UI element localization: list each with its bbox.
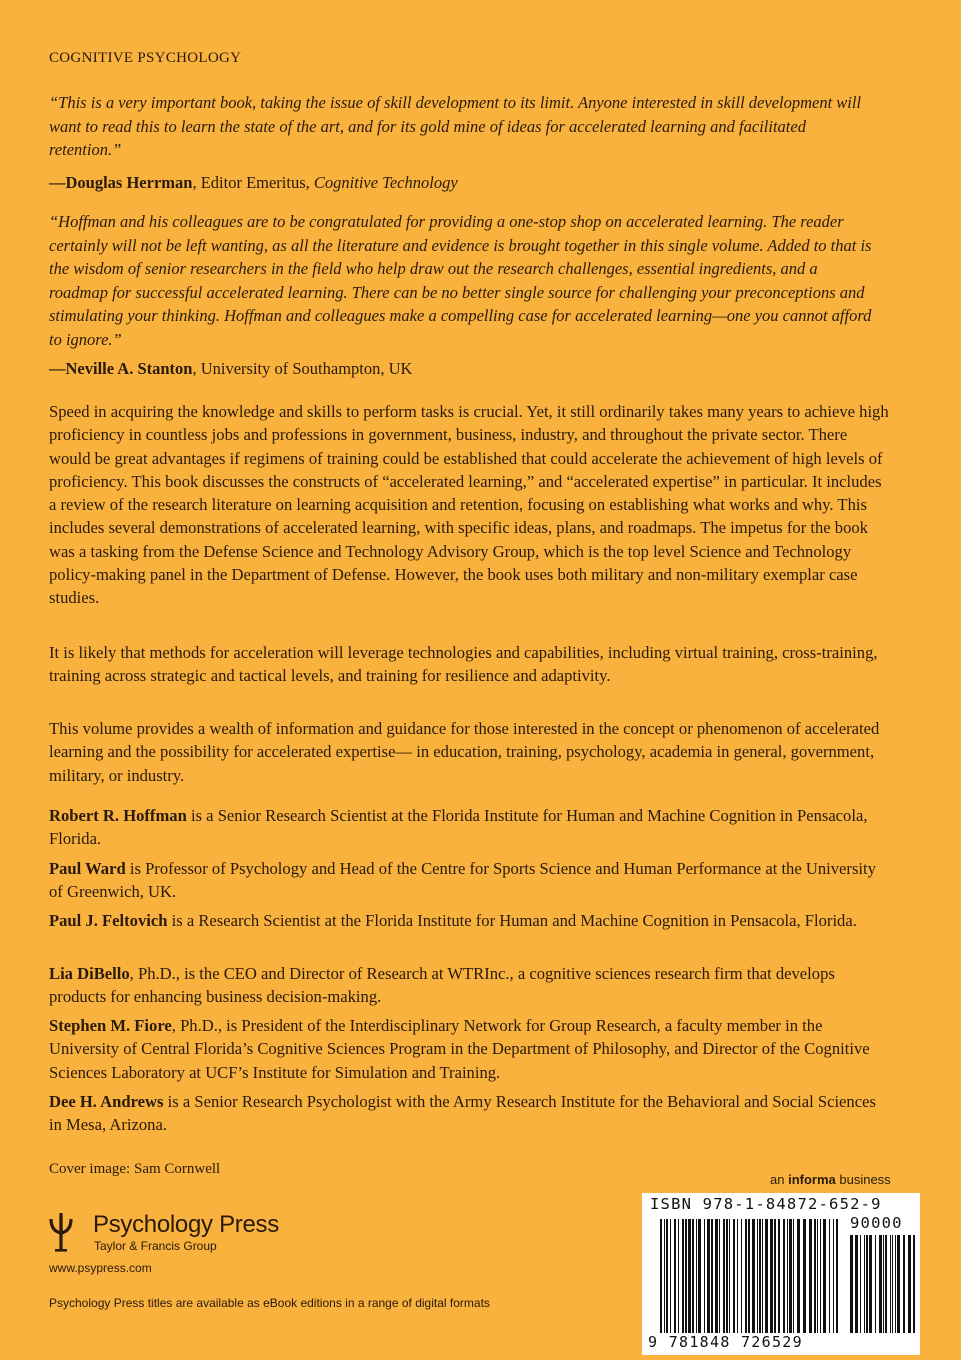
quote-1-dash: —	[49, 173, 66, 192]
author-name-5: Stephen M. Fiore	[49, 1016, 172, 1035]
barcode-bar	[897, 1235, 900, 1333]
quote-2-role: , University of Southampton, UK	[192, 359, 413, 378]
barcode-bar	[757, 1219, 758, 1333]
barcode-bar	[765, 1219, 768, 1333]
quote-1-publication: Cognitive Technology	[313, 173, 458, 192]
ean-digits: 9 781848 726529	[648, 1333, 803, 1351]
publisher-group: Taylor & Francis Group	[94, 1239, 217, 1253]
barcode-bar	[759, 1219, 761, 1333]
barcode-bar	[814, 1219, 816, 1333]
description-paragraph-1: Speed in acquiring the knowledge and skills to perform tasks is crucial. Yet, it still ordinarily takes many years to achieve high proficiency in countless jobs and professions in government, business, industry, and throughout the private sector. There would be great advantages if regimens of training could be established that could accelerate the achievement of high levels of proficiency. This book discusses the constructs of “accelerated learning,” and “accelerated expertise” in particular. It includes a review of the research literature on learning acquisition and retention, focusing on establishing what works and why. This includes several demonstrations of accelerated learning, with specific ideas, plans, and roadmaps. The impetus for the book was a tasking from the Defense Science and Technology Advisory Group, which is the top level Science and Technology policy-making panel in the Department of Defense. However, the book uses both military and non-military exemplar case studies.	[49, 402, 889, 608]
informa-tagline	[770, 1172, 891, 1187]
author-bio-6	[49, 1090, 889, 1137]
author-name-6: Dee H. Andrews	[49, 1092, 164, 1111]
barcode-bar	[797, 1219, 800, 1333]
barcode-bar	[737, 1219, 738, 1333]
barcode-bar	[688, 1219, 691, 1333]
barcode-bar	[674, 1219, 676, 1333]
quote-2-dash: —	[49, 359, 66, 378]
barcode-bar	[823, 1219, 826, 1333]
barcode-bar	[666, 1219, 668, 1333]
barcode-bar	[698, 1219, 701, 1333]
barcode-bar	[733, 1219, 735, 1333]
author-name-2: Paul Ward	[49, 859, 126, 878]
barcode-bar	[875, 1235, 876, 1333]
barcode-bar	[723, 1219, 725, 1333]
barcode-bar	[883, 1235, 884, 1333]
barcode-bar	[836, 1219, 838, 1333]
barcode-bars	[642, 1193, 920, 1355]
barcode-bar	[855, 1235, 858, 1333]
author-text-6: is a Senior Research Psychologist with the Army Research Institute for the Behavioral and Social Sciences in Mesa, Arizona.	[49, 1092, 876, 1135]
barcode-bar	[783, 1219, 785, 1333]
author-name-4: Lia DiBello	[49, 964, 130, 983]
barcode-bar	[892, 1235, 893, 1333]
quote-2-attribution	[49, 357, 412, 380]
author-name-3: Paul J. Feltovich	[49, 911, 168, 930]
barcode-bar	[890, 1235, 891, 1333]
informa-brand: informa	[788, 1172, 836, 1187]
author-text-5: , Ph.D., is President of the Interdisciplinary Network for Group Research, a faculty member in the University of Central Florida’s Cognitive Sciences Program in the Department of Philosophy, and Director of the Cognitive Sciences Laboratory at UCF’s Institute for Simulation and Training.	[49, 1016, 870, 1082]
author-bio-2	[49, 857, 889, 904]
author-name-1: Robert R. Hoffman	[49, 806, 187, 825]
author-bio-5	[49, 1014, 889, 1084]
barcode-bar	[866, 1235, 868, 1333]
barcode-bar	[678, 1219, 679, 1333]
author-text-2: is Professor of Psychology and Head of the Centre for Sports Science and Human Performance at the University of Greenwich, UK.	[49, 859, 876, 902]
barcode-bar	[803, 1219, 806, 1333]
quote-1-attribution	[49, 171, 458, 194]
barcode-bar	[879, 1235, 882, 1333]
author-text-1: is a Senior Research Scientist at the Florida Institute for Human and Machine Cognition in Pensacola, Florida.	[49, 806, 868, 849]
barcode-bar	[829, 1219, 830, 1333]
barcode-bar	[903, 1235, 905, 1333]
barcode-bar	[864, 1235, 865, 1333]
barcode-bar	[664, 1219, 665, 1333]
barcode-bar	[711, 1219, 713, 1333]
barcode-bar	[670, 1219, 671, 1333]
quote-1-role: , Editor Emeritus,	[192, 173, 314, 192]
barcode-bar	[774, 1219, 776, 1333]
publisher-name: Psychology Press	[93, 1211, 279, 1238]
isbn-label: ISBN 978-1-84872-652-9	[650, 1195, 882, 1213]
barcode-bar	[770, 1219, 773, 1333]
quote-1-text: “This is a very important book, taking the issue of skill development to its limit. Anyone interested in skill development will want to read this to learn the state of the art, and for its gold mine of ideas for accelerated learning and facilitated retention.”	[49, 93, 862, 159]
barcode-bar	[682, 1219, 684, 1333]
barcode-bar	[809, 1219, 812, 1333]
barcode-bar	[726, 1219, 728, 1333]
barcode-bar	[745, 1219, 747, 1333]
barcode-bar	[704, 1219, 705, 1333]
barcode-bar	[820, 1219, 821, 1333]
barcode-bar	[762, 1219, 763, 1333]
psi-logo-icon	[49, 1211, 89, 1255]
cover-image-credit: Cover image: Sam Cornwell	[49, 1161, 221, 1177]
quote-2-text: “Hoffman and his colleagues are to be congratulated for providing a one-stop shop on accelerated learning. The reader certainly will not be left wanting, as all the literature and evidence is brought together in this single volume. Added to that is the wisdom of senior researchers in the field who help draw out the research challenges, essential ingredients, and a roadmap for successful accelerated learning. There can be no better single source for challenging your preconceptions and stimulating your thinking. Hoffman and colleagues make a compelling case for accelerated learning—one you cannot afford to ignore.”	[49, 212, 872, 349]
barcode-bar	[833, 1219, 834, 1333]
barcode-bar	[778, 1219, 780, 1333]
barcode-bar	[741, 1219, 742, 1333]
description-paragraph-2: It is likely that methods for acceleration will leverage technologies and capabilities, including virtual training, cross-training, training across strategic and tactical levels, and training for resilience and adaptivity.	[49, 643, 878, 686]
informa-prefix: an	[770, 1172, 789, 1187]
author-bio-3	[49, 909, 889, 932]
barcode-bar	[692, 1219, 694, 1333]
barcode-bar	[719, 1219, 720, 1333]
author-bio-1	[49, 804, 889, 851]
barcode-bar	[752, 1219, 755, 1333]
publisher-website[interactable]: www.psypress.com	[49, 1261, 152, 1275]
barcode-bar	[715, 1219, 718, 1333]
barcode-bar	[885, 1235, 887, 1333]
author-text-3: is a Research Scientist at the Florida Institute for Human and Machine Cognition in Pensacola, Florida.	[167, 911, 857, 930]
barcode-bar	[748, 1219, 750, 1333]
barcode-bar	[850, 1235, 853, 1333]
informa-suffix: business	[835, 1172, 891, 1187]
isbn-barcode	[642, 1193, 920, 1355]
barcode-bar	[913, 1235, 915, 1333]
barcode-bar	[895, 1235, 896, 1333]
author-text-4: , Ph.D., is the CEO and Director of Research at WTRInc., a cognitive sciences research firm that develops products for enhancing business decision-making.	[49, 964, 835, 1007]
barcode-bar	[869, 1235, 872, 1333]
barcode-bar	[696, 1219, 697, 1333]
barcode-bar	[817, 1219, 818, 1333]
barcode-bar	[660, 1219, 662, 1333]
barcode-addon-number: 90000	[850, 1214, 903, 1232]
quote-2-name: Neville A. Stanton	[65, 359, 193, 378]
barcode-bar	[860, 1235, 861, 1333]
description-paragraph-3: This volume provides a wealth of information and guidance for those interested in the concept or phenomenon of accelerated learning and the possibility for accelerated expertise— in education, training, psychology, academia in general, government, military, or industry.	[49, 719, 880, 785]
barcode-bar	[787, 1219, 788, 1333]
category-label: COGNITIVE PSYCHOLOGY	[49, 50, 242, 66]
barcode-bar	[793, 1219, 794, 1333]
quote-1-name: Douglas Herrman	[65, 173, 193, 192]
barcode-bar	[789, 1219, 792, 1333]
barcode-bar	[908, 1235, 911, 1333]
ebook-note: Psychology Press titles are available as eBook editions in a range of digital formats	[49, 1296, 490, 1310]
author-bio-4	[49, 962, 889, 1009]
barcode-bar	[707, 1219, 710, 1333]
barcode-bar	[729, 1219, 730, 1333]
barcode-bar	[685, 1219, 687, 1333]
publisher-logo	[49, 1211, 289, 1255]
